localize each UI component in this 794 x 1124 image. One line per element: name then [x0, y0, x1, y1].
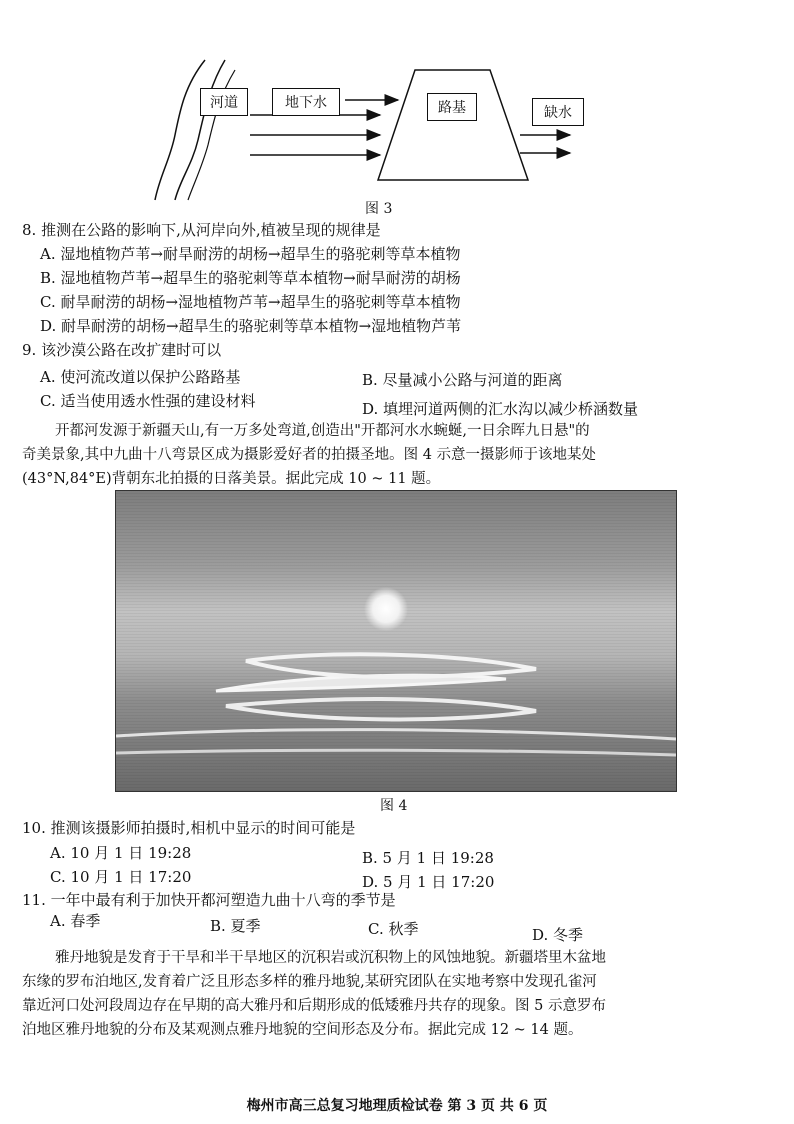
page-footer: 梅州市高三总复习地理质检试卷 第 3 页 共 6 页 — [246, 1098, 548, 1114]
q11-stem: 11. 一年中最有利于加快开都河塑造九曲十八弯的季节是 — [22, 891, 396, 909]
q9-stem: 9. 该沙漠公路在改扩建时可以 — [22, 341, 222, 359]
river-meander-5 — [116, 750, 676, 755]
q8-option-d: D. 耐旱耐涝的胡杨→超旱生的骆驼刺等草本植物→湿地植物芦苇 — [40, 317, 462, 335]
figure3-diagram — [150, 55, 590, 205]
passage2-line-1: 雅丹地貌是发育于干旱和半干旱地区的沉积岩或沉积物上的风蚀地貌。新疆塔里木盆地 — [55, 950, 606, 966]
q10-option-c: C. 10 月 1 日 17:20 — [50, 868, 192, 886]
river-meander-3 — [226, 699, 536, 719]
q11-option-b: B. 夏季 — [210, 917, 261, 935]
q9-option-b: B. 尽量减小公路与河道的距离 — [362, 371, 563, 389]
q11-option-c: C. 秋季 — [368, 920, 419, 938]
label-water-shortage: 缺水 — [532, 98, 584, 126]
q9-option-c: C. 适当使用透水性强的建设材料 — [40, 392, 256, 410]
label-roadbed: 路基 — [427, 93, 477, 121]
river-bank-left — [155, 60, 205, 200]
setting-sun — [364, 587, 408, 631]
figure4-caption: 图 4 — [380, 798, 408, 814]
passage1-line-2: 奇美景象,其中九曲十八弯景区成为摄影爱好者的拍摄圣地。图 4 示意一摄影师于该地某处 — [22, 447, 597, 463]
river-meander-2 — [246, 654, 536, 677]
passage2-line-4: 泊地区雅丹地貌的分布及某观测点雅丹地貌的空间形态及分布。据此完成 12 ~ 14 题。 — [22, 1022, 583, 1038]
q11-option-a: A. 春季 — [50, 912, 101, 930]
q8-option-b: B. 湿地植物芦苇→超旱生的骆驼刺等草本植物→耐旱耐涝的胡杨 — [40, 269, 461, 287]
river-meander-4 — [116, 730, 676, 739]
q8-stem: 8. 推测在公路的影响下,从河岸向外,植被呈现的规律是 — [22, 221, 381, 239]
figure3-caption: 图 3 — [365, 201, 393, 217]
q8-option-c: C. 耐旱耐涝的胡杨→湿地植物芦苇→超旱生的骆驼刺等草本植物 — [40, 293, 461, 311]
q10-stem: 10. 推测该摄影师拍摄时,相机中显示的时间可能是 — [22, 819, 356, 837]
passage2-line-2: 东缘的罗布泊地区,发育着广泛且形态多样的雅丹地貌,某研究团队在实地考察中发现孔雀河 — [22, 974, 597, 990]
q10-option-a: A. 10 月 1 日 19:28 — [50, 844, 192, 862]
passage1-line-3: (43°N,84°E)背朝东北拍摄的日落美景。据此完成 10 ~ 11 题。 — [22, 471, 441, 487]
figure4-photo — [115, 490, 677, 792]
q11-option-d: D. 冬季 — [532, 926, 584, 944]
label-groundwater: 地下水 — [272, 88, 340, 116]
river-bank-right — [175, 60, 225, 200]
passage1-line-1: 开都河发源于新疆天山,有一万多处弯道,创造出"开都河水水蜿蜒,一日余晖九日悬"的 — [55, 423, 590, 439]
q10-option-d: D. 5 月 1 日 17:20 — [362, 873, 495, 891]
q9-option-a: A. 使河流改道以保护公路路基 — [40, 368, 241, 386]
label-river: 河道 — [200, 88, 248, 116]
q9-option-d: D. 填埋河道两侧的汇水沟以减少桥涵数量 — [362, 400, 639, 418]
q8-option-a: A. 湿地植物芦苇→耐旱耐涝的胡杨→超旱生的骆驼刺等草本植物 — [40, 245, 461, 263]
roadbed-shape — [378, 70, 528, 180]
q10-option-b: B. 5 月 1 日 19:28 — [362, 849, 494, 867]
passage2-line-3: 靠近河口处河段周边存在早期的高大雅丹和后期形成的低矮雅丹共存的现象。图 5 示意罗布 — [22, 998, 606, 1014]
